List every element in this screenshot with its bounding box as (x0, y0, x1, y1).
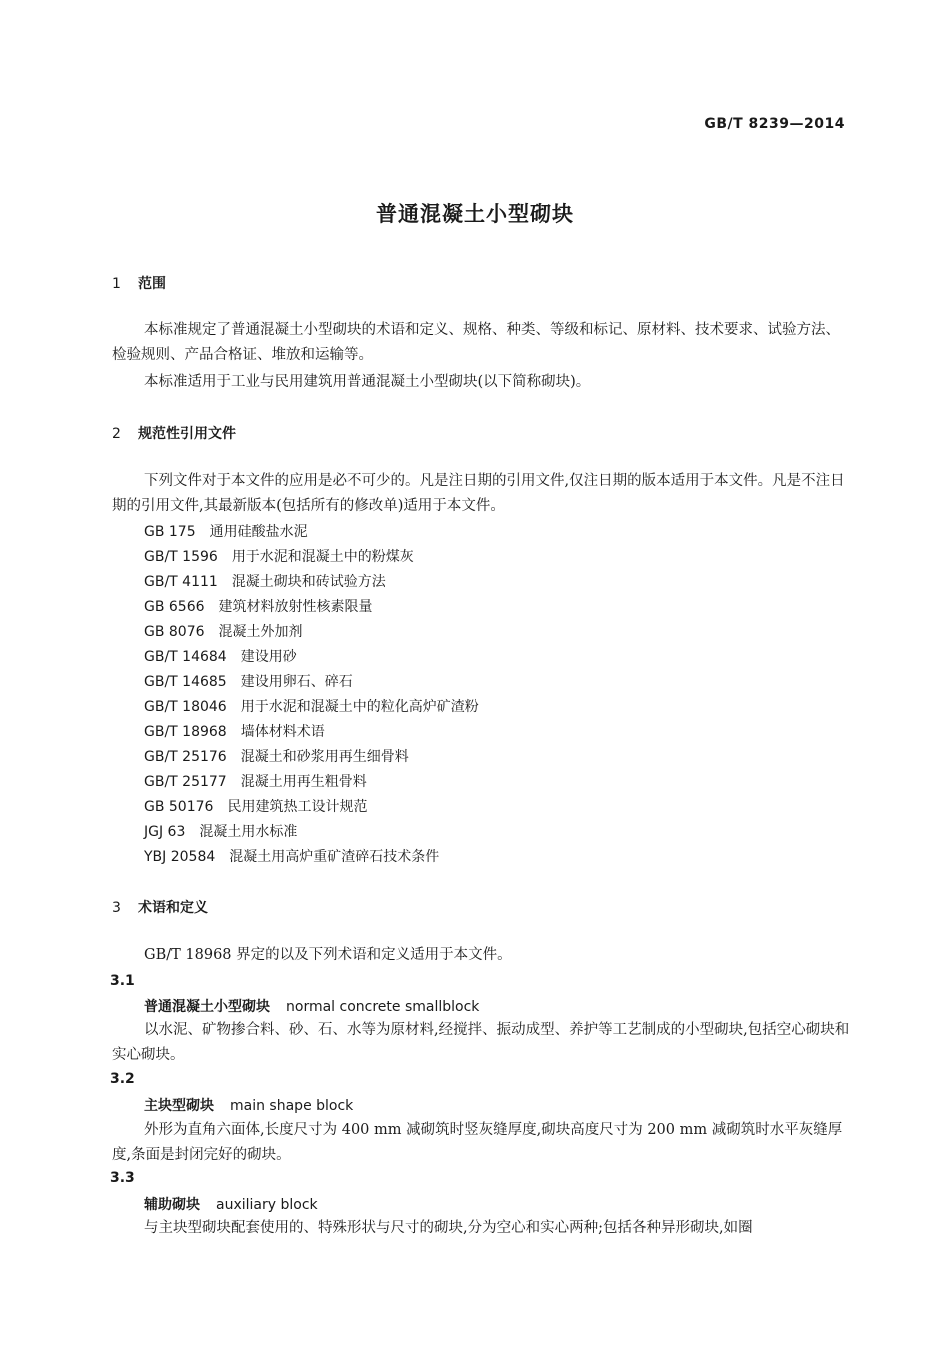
section-3-heading (112, 897, 208, 917)
section-number: 2 (112, 426, 121, 442)
reference-code: GB 175 (144, 524, 196, 540)
term-number: 3.1 (110, 973, 135, 989)
term-zh: 主块型砌块 (144, 1098, 214, 1114)
reference-item (144, 670, 479, 695)
reference-code: GB 50176 (144, 799, 214, 815)
reference-item (144, 595, 479, 620)
reference-title: 墙体材料术语 (240, 724, 325, 740)
term-definition: 以水泥、矿物掺合料、砂、石、水等为原材料,经搅拌、振动成型、养护等工艺制成的小型砌块,包括空心砌块和实心砌块。 (112, 1022, 850, 1063)
reference-title: 民用建筑热工设计规范 (227, 799, 368, 815)
reference-item (144, 570, 479, 595)
reference-code: GB 6566 (144, 599, 205, 615)
section-title: 术语和定义 (138, 900, 208, 916)
term-zh: 普通混凝土小型砌块 (144, 999, 270, 1015)
reference-list (144, 520, 479, 870)
section-number: 1 (112, 276, 121, 292)
section-title: 规范性引用文件 (138, 426, 236, 442)
reference-title: 用于水泥和混凝土中的粉煤灰 (231, 549, 414, 565)
section-1-paragraph-1: 本标准规定了普通混凝土小型砌块的术语和定义、规格、种类、等级和标记、原材料、技术要求、试验方法、检验规则、产品合格证、堆放和运输等。 (112, 322, 840, 363)
reference-code: GB/T 18046 (144, 699, 227, 715)
term-heading (144, 996, 479, 1016)
section-2-intro: 下列文件对于本文件的应用是必不可少的。凡是注日期的引用文件,仅注日期的版本适用于本文件。凡是不注日期的引用文件,其最新版本(包括所有的修改单)适用于本文件。 (112, 473, 845, 514)
reference-item (144, 645, 479, 670)
reference-item (144, 845, 479, 870)
section-3-intro: GB/T 18968 界定的以及下列术语和定义适用于本文件。 (144, 947, 512, 963)
reference-item (144, 520, 479, 545)
section-1-paragraph-2: 本标准适用于工业与民用建筑用普通混凝土小型砌块(以下简称砌块)。 (144, 374, 591, 390)
reference-item (144, 770, 479, 795)
reference-code: GB/T 14685 (144, 674, 227, 690)
term-en: main shape block (230, 1098, 354, 1114)
reference-code: GB/T 25176 (144, 749, 227, 765)
reference-item (144, 720, 479, 745)
reference-code: GB/T 25177 (144, 774, 227, 790)
reference-item (144, 795, 479, 820)
term-definition: 外形为直角六面体,长度尺寸为 400 mm 减砌筑时竖灰缝厚度,砌块高度尺寸为 200 mm 减砌筑时水平灰缝厚度,条面是封闭完好的砌块。 (112, 1122, 843, 1163)
term-definition: 与主块型砌块配套使用的、特殊形状与尺寸的砌块,分为空心和实心两种;包括各种异形砌块,如圈 (144, 1220, 753, 1236)
reference-code: GB 8076 (144, 624, 205, 640)
reference-title: 通用硅酸盐水泥 (209, 524, 308, 540)
standard-code: GB/T 8239—2014 (704, 116, 845, 132)
section-2-heading (112, 423, 236, 443)
reference-item (144, 620, 479, 645)
reference-code: GB/T 1596 (144, 549, 218, 565)
reference-title: 建设用砂 (240, 649, 297, 665)
reference-item (144, 820, 479, 845)
reference-title: 混凝土砌块和砖试验方法 (231, 574, 386, 590)
reference-code: JGJ 63 (144, 824, 186, 840)
reference-item (144, 695, 479, 720)
reference-code: GB/T 4111 (144, 574, 218, 590)
reference-code: GB/T 14684 (144, 649, 227, 665)
reference-item (144, 745, 479, 770)
reference-title: 用于水泥和混凝土中的粒化高炉矿渣粉 (240, 699, 479, 715)
section-1-heading (112, 273, 166, 293)
reference-title: 混凝土用水标准 (199, 824, 298, 840)
term-en: auxiliary block (216, 1197, 318, 1213)
term-number: 3.2 (110, 1071, 135, 1087)
reference-title: 建设用卵石、碎石 (240, 674, 353, 690)
term-heading (144, 1095, 353, 1115)
term-heading (144, 1194, 318, 1214)
reference-title: 混凝土和砂浆用再生细骨料 (240, 749, 409, 765)
term-number: 3.3 (110, 1170, 135, 1186)
reference-code: GB/T 18968 (144, 724, 227, 740)
reference-title: 建筑材料放射性核素限量 (218, 599, 373, 615)
term-zh: 辅助砌块 (144, 1197, 200, 1213)
section-number: 3 (112, 900, 121, 916)
reference-title: 混凝土用再生粗骨料 (240, 774, 367, 790)
reference-code: YBJ 20584 (144, 849, 216, 865)
document-title: 普通混凝土小型砌块 (376, 202, 574, 226)
reference-title: 混凝土用高炉重矿渣碎石技术条件 (229, 849, 440, 865)
reference-item (144, 545, 479, 570)
section-title: 范围 (138, 276, 166, 292)
reference-title: 混凝土外加剂 (218, 624, 303, 640)
term-en: normal concrete smallblock (286, 999, 480, 1015)
